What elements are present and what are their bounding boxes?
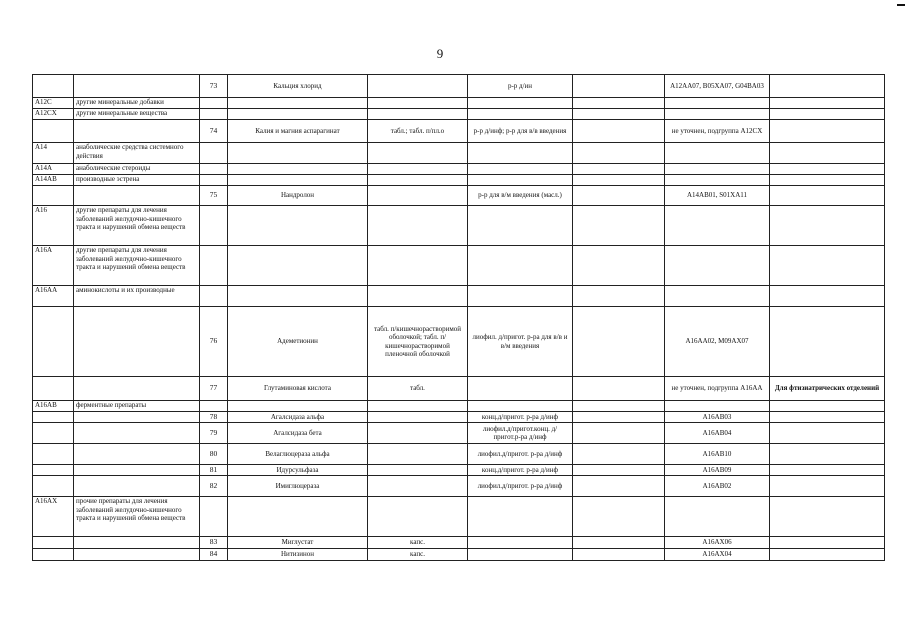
table-row xyxy=(33,109,885,120)
group-name-cell: другие минеральные добавки xyxy=(74,98,200,109)
atc-codes-cell: A16AX04 xyxy=(665,549,770,561)
atc-code-cell: A14 xyxy=(33,143,74,164)
drug-name-cell: Миглустат xyxy=(228,537,368,549)
empty-cell xyxy=(573,497,665,537)
note-cell xyxy=(770,175,885,186)
atc-codes-cell: A16AB09 xyxy=(665,465,770,476)
drug-name-cell: Кальция хлорид xyxy=(228,75,368,98)
note-cell xyxy=(770,412,885,423)
drug-name-cell xyxy=(228,109,368,120)
table-row xyxy=(33,423,885,444)
atc-codes-cell: A16AB02 xyxy=(665,476,770,497)
table-row xyxy=(33,307,885,377)
atc-codes-cell xyxy=(665,164,770,175)
drug-name-cell: Адеметионин xyxy=(228,307,368,377)
table-row xyxy=(33,497,885,537)
table-row xyxy=(33,465,885,476)
drug-name-cell xyxy=(228,175,368,186)
empty-cell xyxy=(573,164,665,175)
group-name-cell xyxy=(74,444,200,465)
item-number-cell xyxy=(200,246,228,286)
item-number-cell: 80 xyxy=(200,444,228,465)
atc-code-cell: A14AB xyxy=(33,175,74,186)
note-cell xyxy=(770,98,885,109)
atc-codes-cell: A16AB03 xyxy=(665,412,770,423)
atc-codes-cell: A16AA02, M09AX07 xyxy=(665,307,770,377)
atc-codes-cell xyxy=(665,401,770,412)
empty-cell xyxy=(573,246,665,286)
dosage-form-cell xyxy=(368,164,468,175)
drug-name-cell xyxy=(228,143,368,164)
atc-codes-cell xyxy=(665,109,770,120)
item-number-cell: 78 xyxy=(200,412,228,423)
dosage-form-cell xyxy=(368,465,468,476)
injection-form-cell: лиофил.д/пригот.конц. д/пригот.р-ра д/инф xyxy=(468,423,573,444)
empty-cell xyxy=(573,537,665,549)
atc-code-cell: A12C xyxy=(33,98,74,109)
atc-code-cell xyxy=(33,186,74,206)
empty-cell xyxy=(573,109,665,120)
group-name-cell: другие минеральные вещества xyxy=(74,109,200,120)
table-row xyxy=(33,246,885,286)
drug-name-cell: Калия и магния аспарагинат xyxy=(228,120,368,143)
drug-name-cell xyxy=(228,401,368,412)
atc-code-cell xyxy=(33,412,74,423)
table-row xyxy=(33,286,885,307)
injection-form-cell: лиофил. д/пригот. р-ра для в/в и в/м введения xyxy=(468,307,573,377)
note-cell xyxy=(770,307,885,377)
dosage-form-cell xyxy=(368,109,468,120)
note-cell xyxy=(770,465,885,476)
page-number: 9 xyxy=(436,46,444,61)
injection-form-cell: р-р для в/м введения (масл.) xyxy=(468,186,573,206)
item-number-cell: 79 xyxy=(200,423,228,444)
injection-form-cell xyxy=(468,206,573,246)
table-row xyxy=(33,401,885,412)
atc-code-cell xyxy=(33,120,74,143)
note-cell xyxy=(770,109,885,120)
note-cell xyxy=(770,401,885,412)
item-number-cell xyxy=(200,143,228,164)
empty-cell xyxy=(573,465,665,476)
empty-cell xyxy=(573,401,665,412)
table-row xyxy=(33,537,885,549)
injection-form-cell xyxy=(468,286,573,307)
dosage-form-cell xyxy=(368,75,468,98)
group-name-cell xyxy=(74,186,200,206)
drug-name-cell xyxy=(228,286,368,307)
item-number-cell: 82 xyxy=(200,476,228,497)
corner-mark xyxy=(897,4,905,6)
injection-form-cell xyxy=(468,164,573,175)
dosage-form-cell xyxy=(368,401,468,412)
item-number-cell: 75 xyxy=(200,186,228,206)
item-number-cell xyxy=(200,109,228,120)
atc-code-cell xyxy=(33,444,74,465)
empty-cell xyxy=(573,206,665,246)
dosage-form-cell xyxy=(368,206,468,246)
item-number-cell xyxy=(200,401,228,412)
group-name-cell: анаболические средства системного действия xyxy=(74,143,200,164)
item-number-cell: 84 xyxy=(200,549,228,561)
atc-codes-cell xyxy=(665,206,770,246)
dosage-form-cell xyxy=(368,246,468,286)
note-cell xyxy=(770,286,885,307)
item-number-cell xyxy=(200,497,228,537)
group-name-cell xyxy=(74,465,200,476)
group-name-cell: анаболические стероиды xyxy=(74,164,200,175)
atc-code-cell xyxy=(33,476,74,497)
injection-form-cell xyxy=(468,377,573,401)
atc-code-cell: A16A xyxy=(33,246,74,286)
item-number-cell xyxy=(200,175,228,186)
drug-list-table xyxy=(32,74,885,561)
atc-code-cell: A16AA xyxy=(33,286,74,307)
note-cell xyxy=(770,206,885,246)
empty-cell xyxy=(573,143,665,164)
injection-form-cell xyxy=(468,497,573,537)
injection-form-cell xyxy=(468,537,573,549)
dosage-form-cell xyxy=(368,98,468,109)
injection-form-cell: р-р д/ин xyxy=(468,75,573,98)
table-row xyxy=(33,143,885,164)
injection-form-cell: конц.д/пригот. р-ра д/инф xyxy=(468,412,573,423)
atc-code-cell xyxy=(33,423,74,444)
injection-form-cell: лиофил.д/пригот. р-ра д/инф xyxy=(468,476,573,497)
dosage-form-cell: табл. xyxy=(368,377,468,401)
table-row xyxy=(33,164,885,175)
empty-cell xyxy=(573,412,665,423)
empty-cell xyxy=(573,98,665,109)
note-cell xyxy=(770,537,885,549)
drug-name-cell: Агалсидаза бета xyxy=(228,423,368,444)
table-row xyxy=(33,206,885,246)
table-row xyxy=(33,186,885,206)
empty-cell xyxy=(573,307,665,377)
atc-codes-cell xyxy=(665,286,770,307)
drug-name-cell xyxy=(228,246,368,286)
atc-codes-cell xyxy=(665,497,770,537)
group-name-cell: производные эстрена xyxy=(74,175,200,186)
item-number-cell: 83 xyxy=(200,537,228,549)
drug-name-cell xyxy=(228,98,368,109)
note-cell xyxy=(770,75,885,98)
atc-codes-cell xyxy=(665,143,770,164)
drug-name-cell: Глутаминовая кислота xyxy=(228,377,368,401)
dosage-form-cell xyxy=(368,186,468,206)
note-cell xyxy=(770,423,885,444)
note-cell: Для фтизиатрических отделений xyxy=(770,377,885,401)
group-name-cell xyxy=(74,120,200,143)
injection-form-cell: конц.д/пригот. р-ра д/инф xyxy=(468,465,573,476)
group-name-cell: другие препараты для лечения заболеваний желудочно-кишечного тракта и нарушений обмена веществ xyxy=(74,206,200,246)
atc-code-cell: A16AX xyxy=(33,497,74,537)
injection-form-cell xyxy=(468,549,573,561)
table-row xyxy=(33,549,885,561)
drug-name-cell: Велаглюцераза альфа xyxy=(228,444,368,465)
empty-cell xyxy=(573,120,665,143)
injection-form-cell: р-р д/инф; р-р для в/в введения xyxy=(468,120,573,143)
dosage-form-cell: табл. п/кишечнорастворимой оболочкой; табл. п/кишечнорастворимой пленочной оболочкой xyxy=(368,307,468,377)
note-cell xyxy=(770,549,885,561)
group-name-cell xyxy=(74,549,200,561)
group-name-cell: прочие препараты для лечения заболеваний желудочно-кишечного тракта и нарушений обмена веществ xyxy=(74,497,200,537)
drug-name-cell: Имиглюцераза xyxy=(228,476,368,497)
note-cell xyxy=(770,497,885,537)
table-row xyxy=(33,120,885,143)
table-row xyxy=(33,75,885,98)
table-row xyxy=(33,377,885,401)
atc-code-cell xyxy=(33,549,74,561)
group-name-cell xyxy=(74,423,200,444)
item-number-cell: 74 xyxy=(200,120,228,143)
atc-codes-cell: не уточнен, подгруппа A16AA xyxy=(665,377,770,401)
empty-cell xyxy=(573,186,665,206)
group-name-cell: другие препараты для лечения заболеваний желудочно-кишечного тракта и нарушений обмена веществ xyxy=(74,246,200,286)
atc-codes-cell xyxy=(665,98,770,109)
item-number-cell xyxy=(200,98,228,109)
item-number-cell xyxy=(200,286,228,307)
group-name-cell xyxy=(74,377,200,401)
injection-form-cell xyxy=(468,109,573,120)
atc-code-cell xyxy=(33,465,74,476)
note-cell xyxy=(770,476,885,497)
note-cell xyxy=(770,246,885,286)
empty-cell xyxy=(573,377,665,401)
dosage-form-cell xyxy=(368,175,468,186)
injection-form-cell: лиофил.д/пригот. р-ра д/инф xyxy=(468,444,573,465)
note-cell xyxy=(770,444,885,465)
atc-code-cell: A12CX xyxy=(33,109,74,120)
dosage-form-cell xyxy=(368,286,468,307)
atc-codes-cell: не уточнен, подгруппа A12CX xyxy=(665,120,770,143)
injection-form-cell xyxy=(468,401,573,412)
dosage-form-cell: табл.; табл. п/пл.о xyxy=(368,120,468,143)
drug-name-cell xyxy=(228,164,368,175)
empty-cell xyxy=(573,75,665,98)
table-row xyxy=(33,476,885,497)
empty-cell xyxy=(573,476,665,497)
drug-name-cell: Агалсидаза альфа xyxy=(228,412,368,423)
drug-name-cell: Идурсульфаза xyxy=(228,465,368,476)
empty-cell xyxy=(573,175,665,186)
table-row xyxy=(33,412,885,423)
item-number-cell: 81 xyxy=(200,465,228,476)
group-name-cell: ферментные препараты xyxy=(74,401,200,412)
injection-form-cell xyxy=(468,143,573,164)
dosage-form-cell xyxy=(368,497,468,537)
dosage-form-cell xyxy=(368,412,468,423)
injection-form-cell xyxy=(468,98,573,109)
item-number-cell xyxy=(200,164,228,175)
table-row xyxy=(33,444,885,465)
note-cell xyxy=(770,164,885,175)
drug-name-cell: Нандролон xyxy=(228,186,368,206)
empty-cell xyxy=(573,423,665,444)
atc-code-cell: A14A xyxy=(33,164,74,175)
atc-code-cell xyxy=(33,307,74,377)
injection-form-cell xyxy=(468,175,573,186)
empty-cell xyxy=(573,286,665,307)
drug-name-cell: Нитизинон xyxy=(228,549,368,561)
dosage-form-cell xyxy=(368,143,468,164)
atc-codes-cell: A14AB01, S01XA11 xyxy=(665,186,770,206)
dosage-form-cell xyxy=(368,423,468,444)
injection-form-cell xyxy=(468,246,573,286)
group-name-cell xyxy=(74,412,200,423)
note-cell xyxy=(770,143,885,164)
atc-codes-cell xyxy=(665,246,770,286)
note-cell xyxy=(770,120,885,143)
atc-code-cell: A16 xyxy=(33,206,74,246)
empty-cell xyxy=(573,549,665,561)
note-cell xyxy=(770,186,885,206)
group-name-cell xyxy=(74,75,200,98)
drug-name-cell xyxy=(228,497,368,537)
group-name-cell xyxy=(74,476,200,497)
item-number-cell: 73 xyxy=(200,75,228,98)
table-row xyxy=(33,98,885,109)
group-name-cell xyxy=(74,307,200,377)
atc-code-cell xyxy=(33,537,74,549)
atc-codes-cell xyxy=(665,175,770,186)
empty-cell xyxy=(573,444,665,465)
atc-code-cell xyxy=(33,377,74,401)
atc-code-cell xyxy=(33,75,74,98)
group-name-cell xyxy=(74,537,200,549)
dosage-form-cell: капс. xyxy=(368,549,468,561)
atc-code-cell: A16AB xyxy=(33,401,74,412)
table-row xyxy=(33,175,885,186)
atc-codes-cell: A16AB04 xyxy=(665,423,770,444)
atc-codes-cell: A16AB10 xyxy=(665,444,770,465)
dosage-form-cell xyxy=(368,476,468,497)
dosage-form-cell: капс. xyxy=(368,537,468,549)
item-number-cell: 77 xyxy=(200,377,228,401)
dosage-form-cell xyxy=(368,444,468,465)
item-number-cell xyxy=(200,206,228,246)
atc-codes-cell: A16AX06 xyxy=(665,537,770,549)
atc-codes-cell: A12AA07, B05XA07, G04BA03 xyxy=(665,75,770,98)
item-number-cell: 76 xyxy=(200,307,228,377)
group-name-cell: аминокислоты и их производные xyxy=(74,286,200,307)
drug-name-cell xyxy=(228,206,368,246)
